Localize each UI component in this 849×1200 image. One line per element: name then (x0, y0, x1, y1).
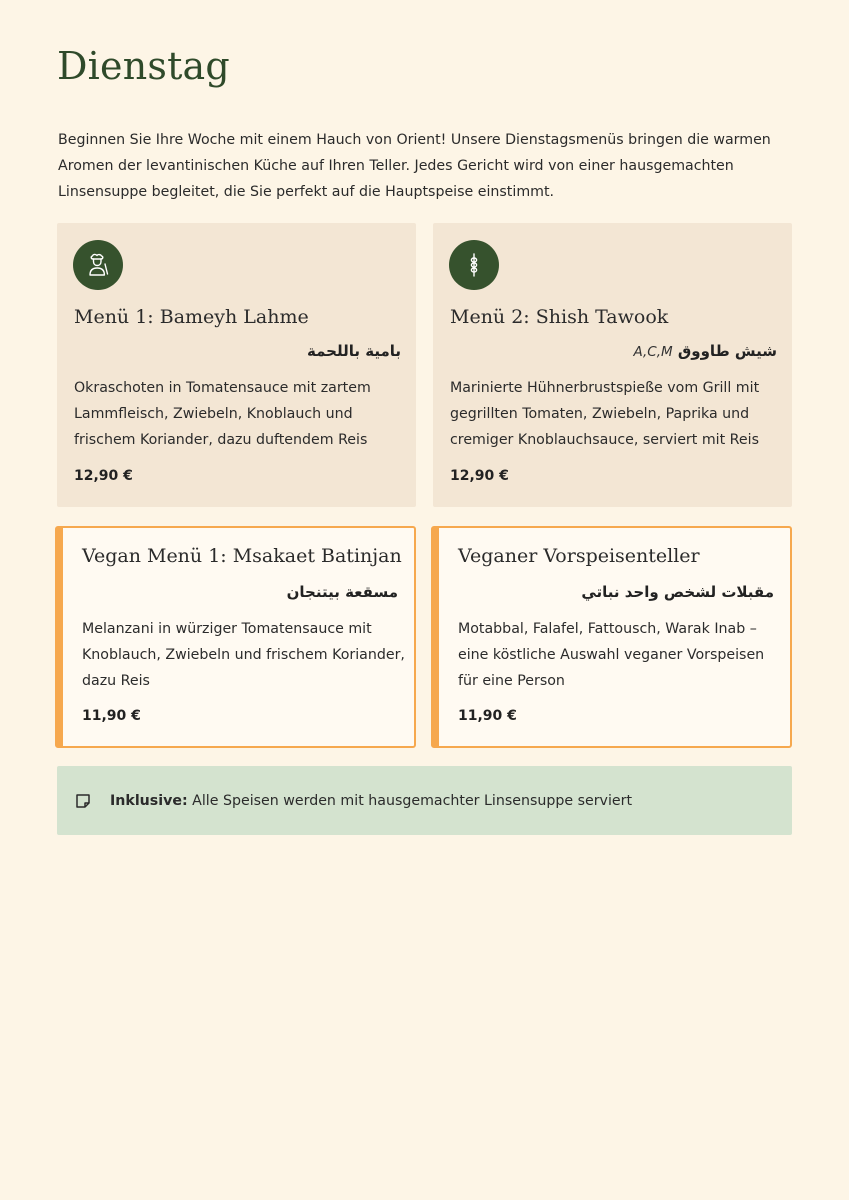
menu-title: Veganer Vorspeisenteller (458, 545, 700, 567)
chef-icon-badge (73, 240, 123, 290)
inclusive-note (57, 766, 792, 835)
menu-card-1 (57, 223, 416, 507)
chef-icon (85, 252, 111, 278)
menu-card-2 (433, 223, 792, 507)
note-body: Alle Speisen werden mit hausgemachter Linsensuppe serviert (187, 792, 633, 809)
menu-price: 11,90 € (458, 708, 517, 724)
vegan-menu-card-1 (55, 526, 416, 748)
arabic-text: بامية باللحمة (307, 342, 401, 360)
menu-price: 11,90 € (82, 708, 141, 724)
note-text (110, 793, 632, 809)
sticky-note-icon (75, 792, 93, 810)
menu-arabic-name (287, 583, 398, 601)
vegan-menu-card-2 (431, 526, 792, 748)
menu-title: Menü 2: Shish Tawook (450, 306, 669, 328)
arabic-text: شيش طاووق (677, 342, 777, 360)
menu-title: Vegan Menü 1: Msakaet Batinjan (82, 545, 402, 567)
menu-price: 12,90 € (74, 468, 133, 484)
menu-arabic-name (307, 342, 401, 360)
menu-description: Melanzani in würziger Tomatensauce mit Knoblauch, Zwiebeln und frischem Koriander, dazu Reis (82, 621, 405, 689)
menu-price: 12,90 € (450, 468, 509, 484)
menu-description: Okraschoten in Tomatensauce mit zartem Lammfleisch, Zwiebeln, Knoblauch und frischem Koriander, dazu duftendem Reis (74, 380, 371, 448)
skewer-icon-badge (449, 240, 499, 290)
skewer-icon (461, 252, 487, 278)
intro-text: Beginnen Sie Ihre Woche mit einem Hauch von Orient! Unsere Dienstagsmenüs bringen die warmen Aromen der levantinischen Küche auf Ihren Teller. Jedes Gericht wird von einer hausgemachten Linsensuppe begleitet, die Sie perfekt auf die Hauptspeise einstimmt. (58, 132, 771, 200)
page-title: Dienstag (57, 44, 230, 88)
arabic-text: مسقعة بيتنجان (286, 583, 398, 601)
allergen-codes: A,C,M (633, 344, 673, 360)
menu-description: Motabbal, Falafel, Fattousch, Warak Inab – eine köstliche Auswahl veganer Vorspeisen für eine Person (458, 621, 765, 689)
menu-title: Menü 1: Bameyh Lahme (74, 306, 309, 328)
menu-arabic-name (633, 342, 777, 360)
menu-description: Marinierte Hühnerbrustspieße vom Grill mit gegrillten Tomaten, Zwiebeln, Paprika und cremiger Knoblauchsauce, serviert mit Reis (450, 380, 760, 448)
menu-arabic-name (581, 583, 774, 601)
arabic-text: مقبلات لشخص واحد نباتي (581, 583, 774, 601)
note-label: Inklusive: (110, 792, 188, 809)
